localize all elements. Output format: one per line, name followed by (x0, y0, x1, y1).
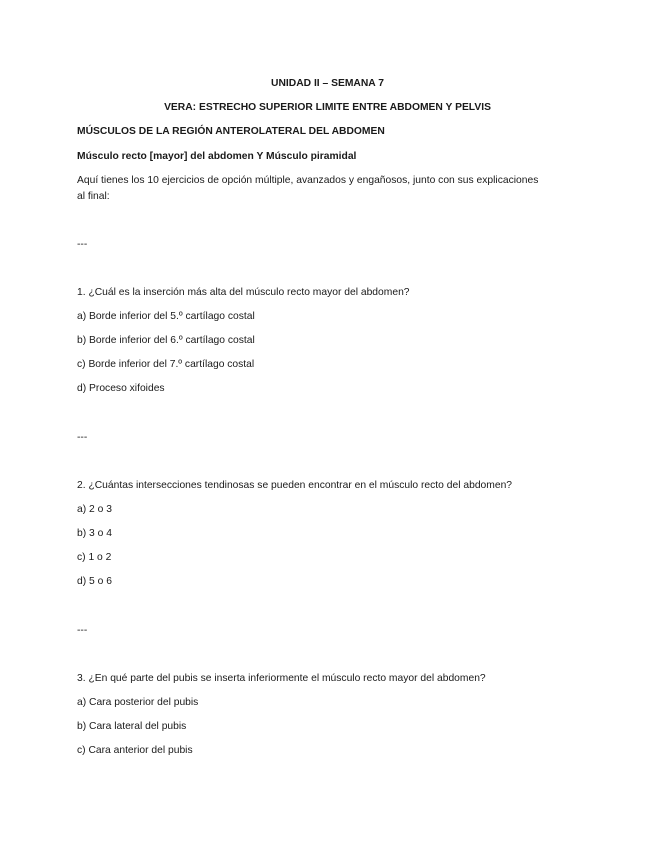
question-2-option-c: c) 1 o 2 (77, 552, 112, 563)
question-3-text: 3. ¿En qué parte del pubis se inserta inferiormente el músculo recto mayor del abdomen? (77, 673, 486, 684)
separator: --- (77, 432, 88, 443)
subtitle-heading: VERA: ESTRECHO SUPERIOR LIMITE ENTRE ABDOMEN Y PELVIS (164, 102, 491, 113)
question-2-option-d: d) 5 o 6 (77, 576, 112, 587)
question-2-text: 2. ¿Cuántas intersecciones tendinosas se pueden encontrar en el músculo recto del abdomen? (77, 480, 513, 491)
unit-heading: UNIDAD II – SEMANA 7 (271, 78, 384, 89)
section-heading: MÚSCULOS DE LA REGIÓN ANTEROLATERAL DEL ABDOMEN (77, 126, 385, 137)
question-1-option-b: b) Borde inferior del 6.º cartílago costal (77, 335, 255, 346)
question-1-option-c: c) Borde inferior del 7.º cartílago costal (77, 359, 255, 370)
intro-paragraph: Aquí tienes los 10 ejercicios de opción múltiple, avanzados y engañosos, junto con sus explicaciones al final: (77, 175, 539, 202)
question-2-option-b: b) 3 o 4 (77, 528, 112, 539)
question-1-option-a: a) Borde inferior del 5.º cartílago costal (77, 311, 255, 322)
separator: --- (77, 239, 88, 250)
question-3-option-a: a) Cara posterior del pubis (77, 697, 199, 708)
question-3-option-c: c) Cara anterior del pubis (77, 745, 193, 756)
topic-heading: Músculo recto [mayor] del abdomen Y Músculo piramidal (77, 151, 357, 162)
question-1-text: 1. ¿Cuál es la inserción más alta del músculo recto mayor del abdomen? (77, 287, 410, 298)
question-3-option-b: b) Cara lateral del pubis (77, 721, 187, 732)
separator: --- (77, 625, 88, 636)
question-2-option-a: a) 2 o 3 (77, 504, 112, 515)
question-1-option-d: d) Proceso xifoides (77, 383, 165, 394)
